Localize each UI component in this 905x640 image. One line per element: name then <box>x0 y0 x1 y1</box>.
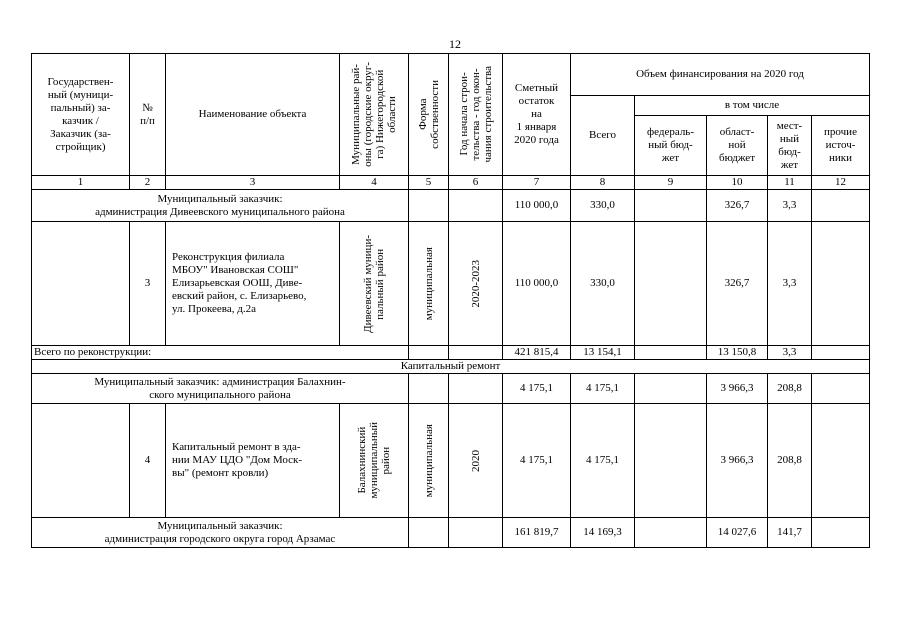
column-number: 2 <box>130 176 166 190</box>
column-number: 3 <box>166 176 340 190</box>
header-row-1 <box>32 54 870 96</box>
object-ownership: муниципальная <box>409 222 449 346</box>
object-row-3 <box>32 222 870 346</box>
header-ownership-form: Форма собственности <box>409 54 449 176</box>
header-years: Год начала строи- тельства - год окон- чания строительства <box>449 54 503 176</box>
customer-label: Муниципальный заказчик: администрация Балахнин- ского муниципального района <box>32 374 409 404</box>
local-cell: 208,8 <box>768 374 812 404</box>
section-heading: Капитальный ремонт <box>32 360 870 374</box>
header-customer: Государствен- ный (муници- пальный) за- казчик / Заказчик (за- стройщик) <box>32 54 130 176</box>
regional-cell: 14 027,6 <box>707 518 768 548</box>
header-number: № п/п <box>130 54 166 176</box>
local-cell: 3,3 <box>768 222 812 346</box>
federal-cell <box>635 374 707 404</box>
regional-cell: 326,7 <box>707 222 768 346</box>
object-name: Капитальный ремонт в зда- нии МАУ ЦДО "Дом Моск- вы" (ремонт кровли) <box>166 404 340 518</box>
object-years: 2020-2023 <box>449 222 503 346</box>
header-financing-volume: Объем финансирования на 2020 год <box>571 54 870 96</box>
header-object-name: Наименование объекта <box>166 54 340 176</box>
total-reconstruction-label: Всего по реконструкции: <box>32 346 409 360</box>
column-number: 11 <box>768 176 812 190</box>
other-cell <box>812 346 870 360</box>
column-number: 7 <box>503 176 571 190</box>
estimate-balance-cell: 110 000,0 <box>503 222 571 346</box>
other-cell <box>812 190 870 222</box>
federal-cell <box>635 404 707 518</box>
regional-cell: 326,7 <box>707 190 768 222</box>
total-cell: 330,0 <box>571 222 635 346</box>
column-number: 8 <box>571 176 635 190</box>
federal-cell <box>635 190 707 222</box>
header-including: в том числе <box>635 96 870 116</box>
object-district: Балахнинский муниципальный район <box>340 404 409 518</box>
header-federal: федераль- ный бюд- жет <box>635 116 707 176</box>
object-name: Реконструкция филиала МБОУ" Ивановская СОШ" Елизарьевская ООШ, Диве- евский район, с. Елизарьево, ул. Прокеева, д.2а <box>166 222 340 346</box>
federal-cell <box>635 222 707 346</box>
column-number: 9 <box>635 176 707 190</box>
total-reconstruction-row <box>32 346 870 360</box>
other-cell <box>812 404 870 518</box>
object-row-4 <box>32 404 870 518</box>
header-total: Всего <box>571 96 635 176</box>
header-other: прочие источ- ники <box>812 116 870 176</box>
customer-row-balakhna <box>32 374 870 404</box>
estimate-balance-cell: 4 175,1 <box>503 404 571 518</box>
column-number: 4 <box>340 176 409 190</box>
header-municipal-districts: Муниципальные рай- оны (городские округ- га) Нижегородской области <box>340 54 409 176</box>
total-cell: 4 175,1 <box>571 404 635 518</box>
local-cell: 3,3 <box>768 190 812 222</box>
object-district: Дивеевский муници- пальный район <box>340 222 409 346</box>
federal-cell <box>635 518 707 548</box>
total-cell: 4 175,1 <box>571 374 635 404</box>
column-number: 10 <box>707 176 768 190</box>
object-number: 4 <box>130 404 166 518</box>
customer-label: Муниципальный заказчик: администрация Дивеевского муниципального района <box>32 190 409 222</box>
section-row <box>32 360 870 374</box>
regional-cell: 13 150,8 <box>707 346 768 360</box>
other-cell <box>812 374 870 404</box>
estimate-balance-cell: 4 175,1 <box>503 374 571 404</box>
local-cell: 208,8 <box>768 404 812 518</box>
customer-row-arzamas <box>32 518 870 548</box>
object-ownership: муниципальная <box>409 404 449 518</box>
financing-table <box>31 53 870 548</box>
total-cell: 330,0 <box>571 190 635 222</box>
total-cell: 14 169,3 <box>571 518 635 548</box>
other-cell <box>812 518 870 548</box>
header-local: мест- ный бюд- жет <box>768 116 812 176</box>
column-number: 1 <box>32 176 130 190</box>
column-numbers-row <box>32 176 870 190</box>
column-number: 12 <box>812 176 870 190</box>
object-number: 3 <box>130 222 166 346</box>
object-years: 2020 <box>449 404 503 518</box>
federal-cell <box>635 346 707 360</box>
estimate-balance-cell: 110 000,0 <box>503 190 571 222</box>
regional-cell: 3 966,3 <box>707 374 768 404</box>
other-cell <box>812 222 870 346</box>
local-cell: 141,7 <box>768 518 812 548</box>
column-number: 5 <box>409 176 449 190</box>
header-regional: област- ной бюджет <box>707 116 768 176</box>
regional-cell: 3 966,3 <box>707 404 768 518</box>
customer-row-diveevo <box>32 190 870 222</box>
customer-label: Муниципальный заказчик: администрация городского округа город Арзамас <box>32 518 409 548</box>
estimate-balance-cell: 421 815,4 <box>503 346 571 360</box>
local-cell: 3,3 <box>768 346 812 360</box>
column-number: 6 <box>449 176 503 190</box>
page-number: 12 <box>449 37 461 51</box>
total-cell: 13 154,1 <box>571 346 635 360</box>
estimate-balance-cell: 161 819,7 <box>503 518 571 548</box>
header-estimate-balance: Сметный остаток на 1 января 2020 года <box>503 54 571 176</box>
